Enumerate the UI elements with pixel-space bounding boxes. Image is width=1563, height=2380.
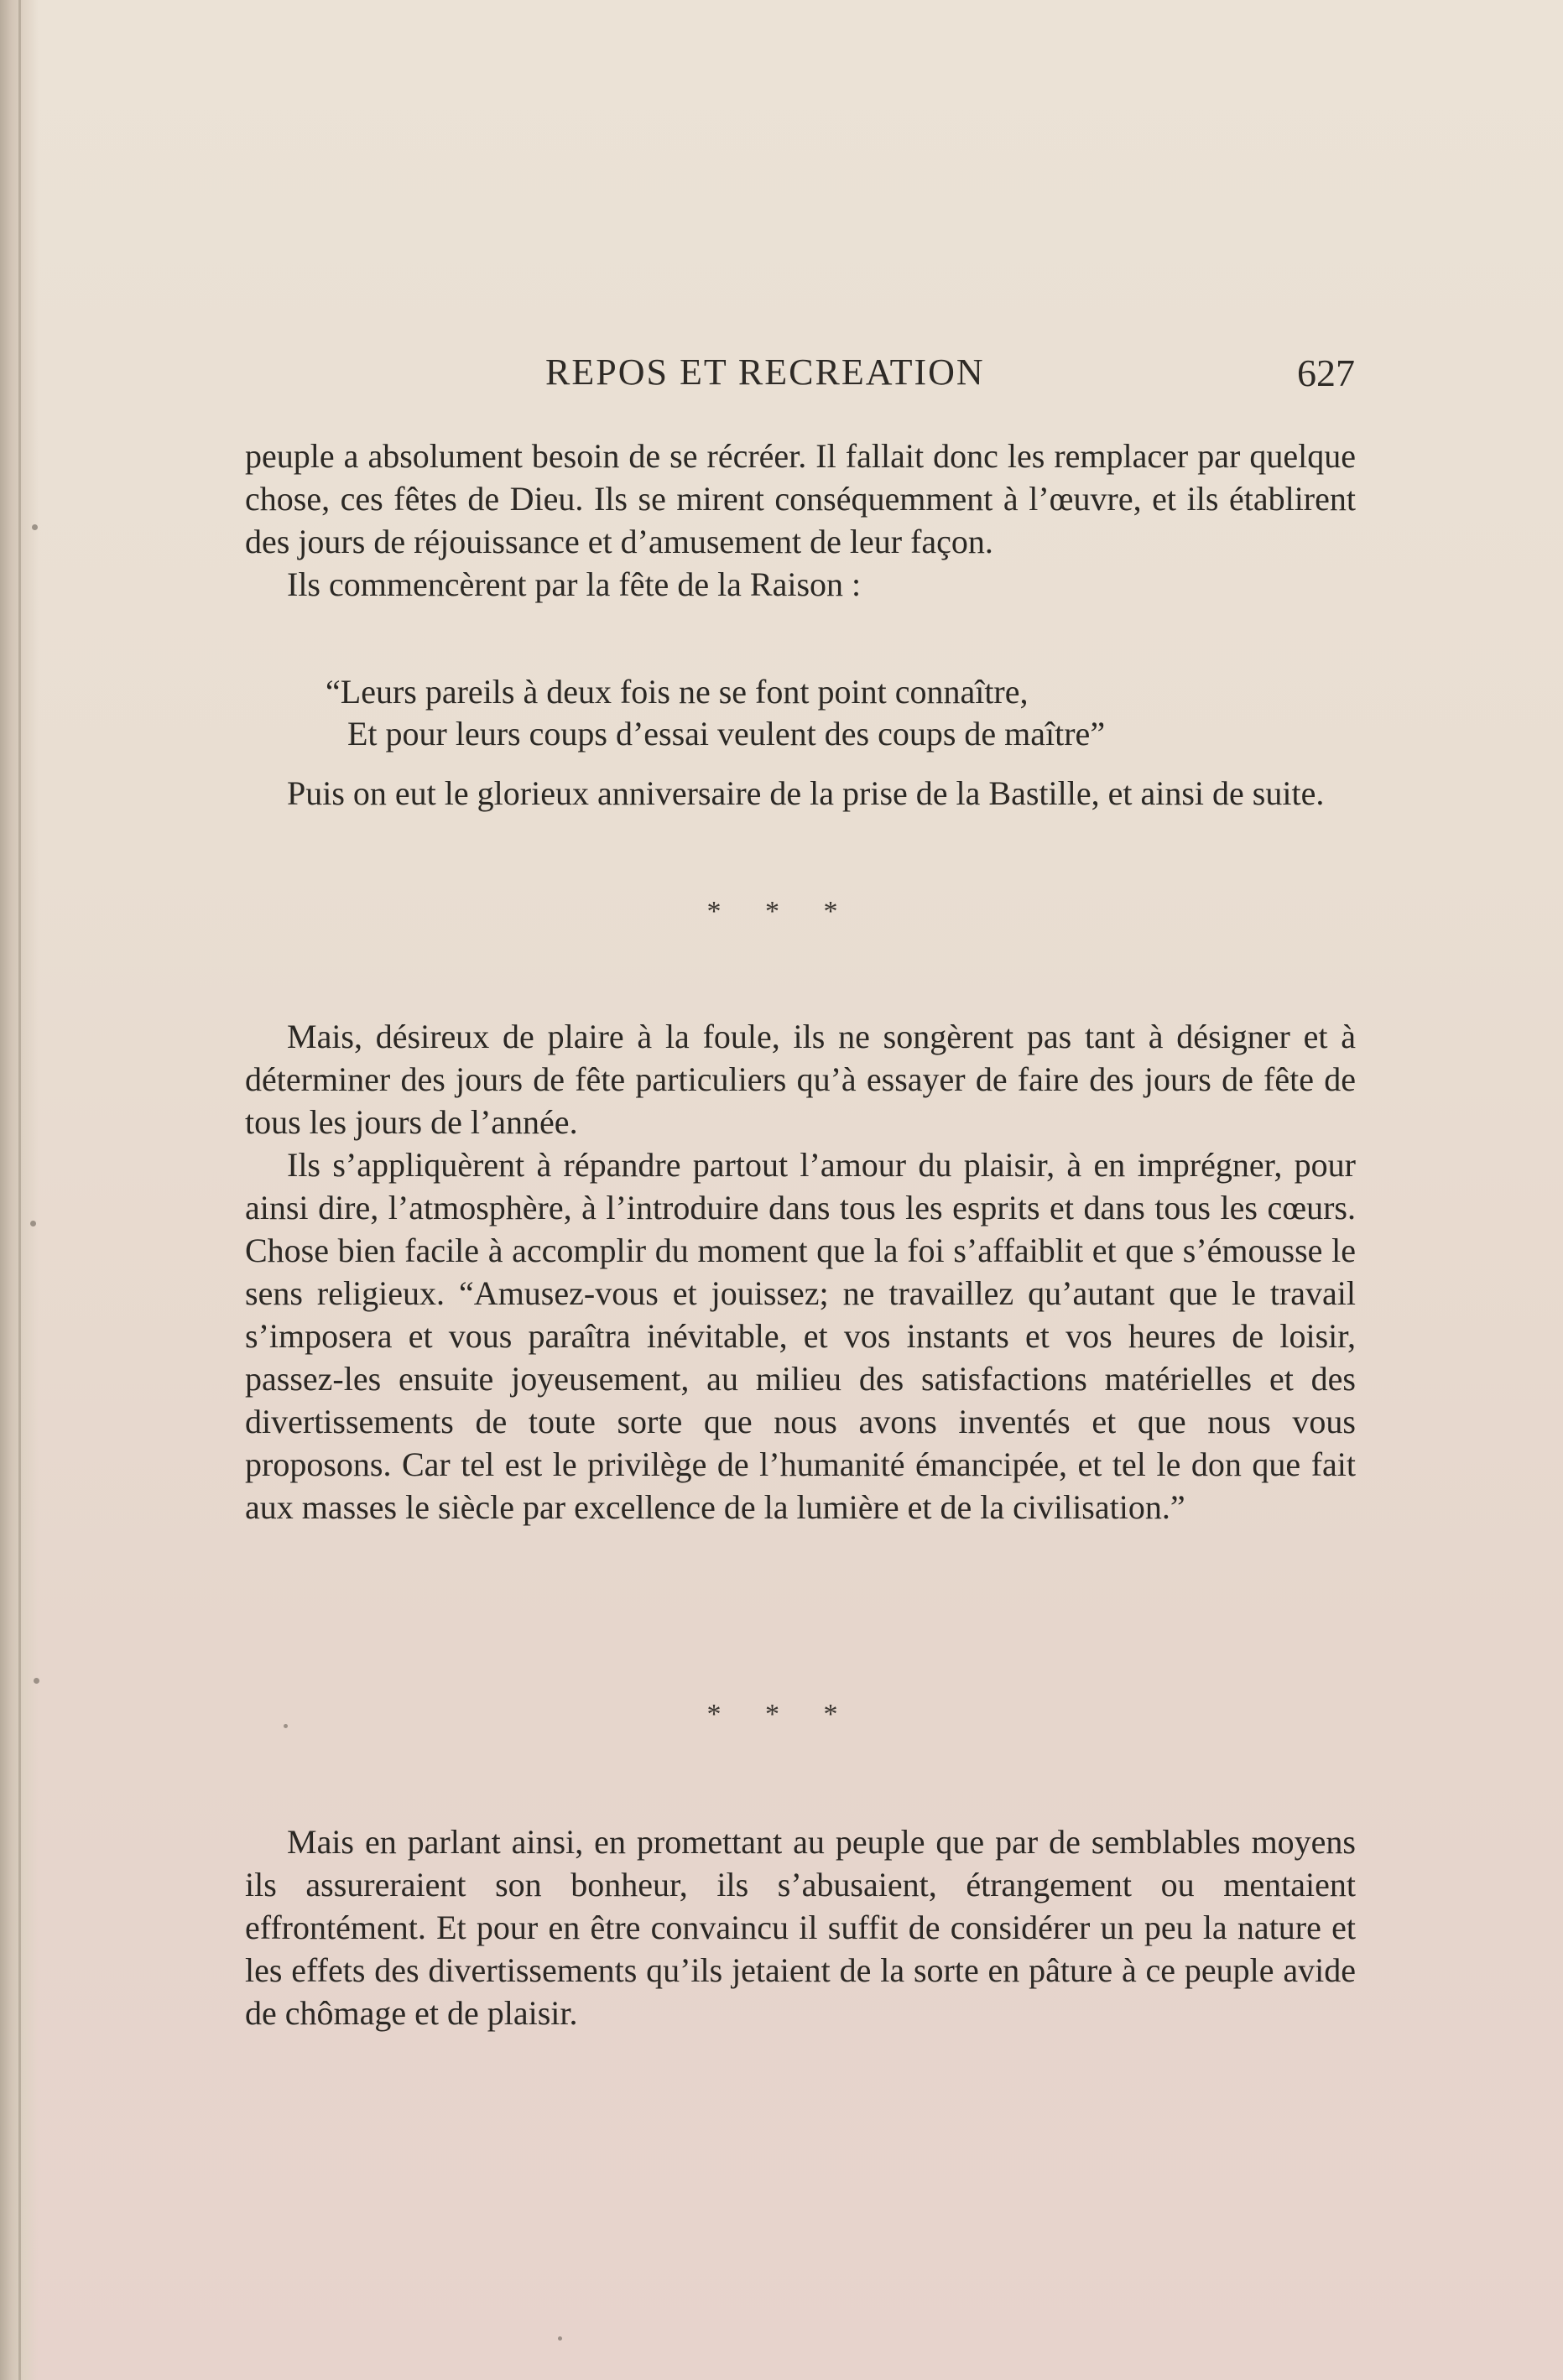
- running-head: [243, 351, 1355, 401]
- section-2: [245, 1015, 1356, 1529]
- verse-quotation: [326, 671, 1105, 755]
- paper-speck: [284, 1724, 288, 1728]
- page-number: 627: [1297, 352, 1355, 394]
- section-separator-1: * * *: [706, 896, 857, 927]
- section-1-closing: [245, 772, 1356, 815]
- paper-speck: [32, 524, 38, 530]
- paragraph-desireux: Mais, désireux de plaire à la foule, ils ne songèrent pas tant à désigner et à déterminer des jours de fête particuliers qu’à essayer de faire des jours de fête de tous les jours de l’année.: [245, 1018, 1356, 1141]
- paper-speck: [558, 2336, 562, 2341]
- binding-edge-line: [18, 0, 21, 2380]
- verse-line-2: Et pour leurs coups d’essai veulent des coups de maître”: [347, 715, 1106, 753]
- paragraph-bastille: Puis on eut le glorieux anniversaire de la prise de la Bastille, et ainsi de suite.: [287, 774, 1325, 812]
- running-title: REPOS ET RECREATION: [545, 352, 985, 393]
- verse-line-1: “Leurs pareils à deux fois ne se font point connaître,: [326, 673, 1029, 711]
- paragraph-parlant: Mais en parlant ainsi, en promettant au peuple que par de semblables moyens ils assureraient son bonheur, ils s’abusaient, étrangement ou mentaient effrontément. Et pour en être convaincu il suffit de considérer un peu la nature et les effets des divertissements qu’ils jetaient de la sorte en pâture à ce peuple avide de chômage et de plaisir.: [245, 1823, 1356, 2032]
- paragraph-plaisir: Ils s’appliquèrent à répandre partout l’amour du plaisir, à en imprégner, pour ainsi dire, l’atmosphère, à l’introduire dans tous les esprits et dans tous les cœurs. Chose bien facile à accomplir du moment que la foi s’affaiblit et que s’émousse le sens religieux. “Amusez-vous et jouissez; ne travaillez qu’autant que le travail s’imposera et vous paraîtra inévitable, et vos instants et vos heures de loisir, passez-les ensuite joyeusement, au milieu des satisfactions matérielles et des divertissements de toute sorte que nous avons inventés et que nous vous proposons. Car tel est le privilège de l’humanité émancipée, et tel le don que fait aux masses le siècle par excellence de la lumière et de la civilisation.”: [245, 1146, 1356, 1526]
- paper-speck: [34, 1678, 39, 1684]
- section-separator-2: * * *: [706, 1699, 857, 1730]
- paragraph-fete-raison: Ils commencèrent par la fête de la Raison :: [287, 565, 862, 603]
- section-1-opening: [245, 435, 1356, 606]
- paper-speck: [30, 1221, 36, 1226]
- paragraph-continuation: peuple a absolument besoin de se récréer. Il fallait donc les remplacer par quelque chose, ces fêtes de Dieu. Ils se mirent conséquemment à l’œuvre, et ils établirent des jours de réjouissance et d’amusement de leur façon.: [245, 437, 1356, 560]
- section-3: [245, 1820, 1356, 2034]
